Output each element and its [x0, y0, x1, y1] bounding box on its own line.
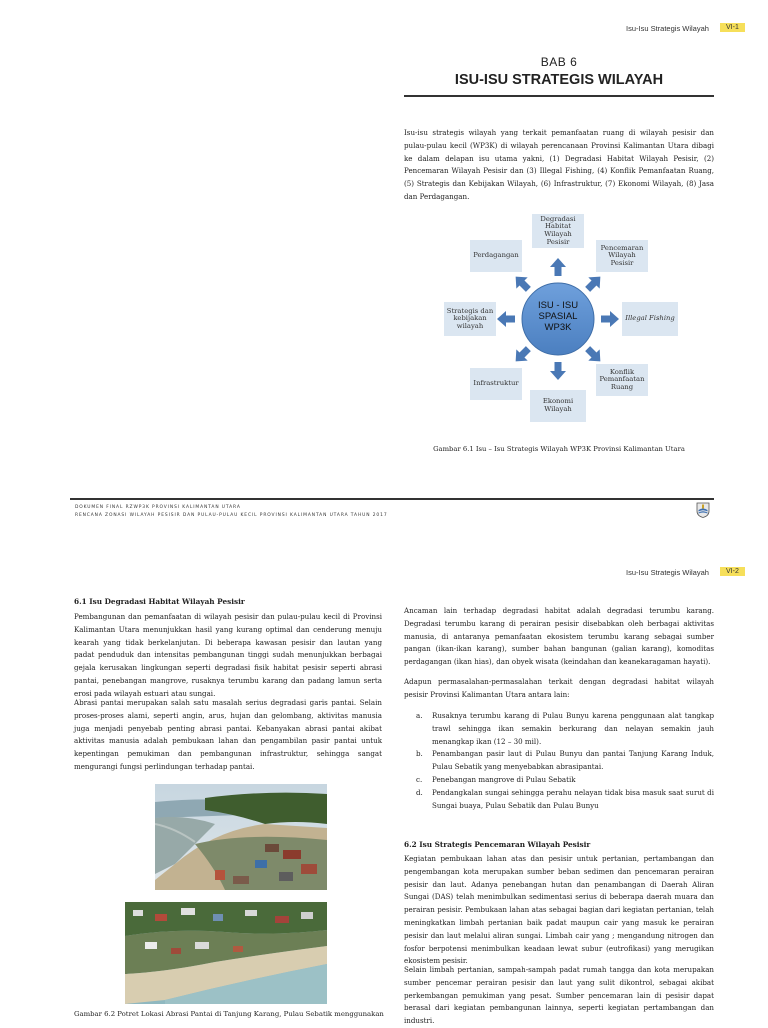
page2-number-badge: VI-2	[720, 567, 745, 576]
footer-rule	[70, 498, 714, 500]
node-ekonomi: Ekonomi Wilayah	[530, 390, 586, 422]
list-item	[404, 774, 714, 787]
node-pencemaran: Pencemaran Wilayah Pesisir	[596, 240, 648, 272]
arrow-up	[550, 258, 566, 276]
chapter-label: BAB 6	[540, 55, 578, 69]
list-item	[404, 748, 714, 774]
list-item	[404, 787, 714, 813]
page-number-badge: VI-1	[720, 23, 745, 32]
right-paragraph-2: Adapun permasalahan-permasalahan terkait dengan degradasi habitat wilayah pesisir Provinsi Kalimantan Utara antara lain:	[404, 677, 714, 699]
list-marker: a.	[416, 711, 423, 720]
province-logo-icon	[696, 502, 710, 518]
abrasion-photo-1	[155, 784, 327, 890]
list-text: Penebangan mangrove di Pulau Sebatik	[432, 774, 576, 784]
footer-line-2: RENCANA ZONASI WILAYAH PESISIR DAN PULAU-PULAU KECIL PROVINSI KALIMANTAN UTARA TAHUN 2017	[75, 513, 388, 518]
intro-paragraph: Isu-isu strategis wilayah yang terkait pemanfaatan ruang di wilayah pesisir dan pulau-pulau kecil (WP3K) di wilayah perencanaan Provinsi Kalimantan Utara dibagi ke dalam delapan isu utama yakni, (1) Degradasi Habitat Wilayah Pesisir, (2) Pencemaran Wilayah Pesisir dan (3) Illegal Fishing, (4) Konflik Pemanfaatan Ruang, (5) Strategis dan Kebijakan Wilayah, (6) Infrastruktur, (7) Ekonomi Wilayah, (8) Jasa dan Perdagangan.	[404, 128, 714, 201]
strategic-issues-diagram	[440, 210, 680, 432]
section-6-2-paragraph-1: Kegiatan pembukaan lahan atas dan pesisir untuk pertanian, pertambangan dan pengembangan kota merupakan sumber beban sedimen dan pencemaran perairan pesisir dan laut. Adanya penebangan hutan dan penambangan di Daerah Aliran Sungai (DAS) telah menimbulkan sedimentasi serius di beberapa daerah muara dan perairan pesisir. Pembukaan lahan atas sebagai bagian dari kegiatan pertanian, telah meningkatkan limbah pertanian baik padat maupun cair yang masuk ke perairan pesisir dan laut melalui aliran sungai. Limbah cair yang ; mengandung nitrogen dan fosfor berpotensi menimbulkan keadaan lewat subur (eutrofikasi) yang merugikan ekosistem pesisir.	[404, 854, 714, 966]
list-text: Pendangkalan sungai sehingga perahu nelayan tidak bisa masuk saat surut di Sungai buaya, Pulau Sebatik dan Pulau Bunyu	[432, 787, 714, 810]
section-6-1-paragraph-2: Abrasi pantai merupakan salah satu masalah serius degradasi garis pantai. Selain proses-proses alami, seperti angin, arus, hujan dan gelombang, aktivitas manusia juga menjadi penyebab penting abrasi pantai. Kebanyakan abrasi pantai akibat aktivitas manusia adalah pembukaan lahan dan pengambilan pasir pantai untuk kepentingan pemukiman dan pembangunan infrastruktur, sehingga sangat mengurangi fungsi perlindungan terhadap pantai.	[74, 698, 382, 771]
list-marker: b.	[416, 749, 423, 759]
list-item	[404, 710, 714, 748]
footer-line-1: DOKUMEN FINAL RZWP3K PROVINSI KALIMANTAN UTARA	[75, 505, 241, 510]
node-konflik: Konflik Pemanfaatan Ruang	[596, 364, 648, 396]
arrow-left	[497, 311, 515, 327]
list-marker: d.	[416, 787, 423, 797]
title-rule	[404, 95, 714, 97]
node-infrastruktur: Infrastruktur	[470, 368, 522, 400]
center-label-line1: ISU - ISU	[537, 300, 579, 311]
arrow-down-left	[510, 343, 534, 367]
list-text: Penambangan pasir laut di Pulau Bunyu dan pantai Tanjung Karang Induk, Pulau Sebatik yang menyebabkan abrasipantai.	[432, 749, 714, 772]
degradation-issues-list	[404, 710, 714, 812]
page-separator	[0, 540, 768, 554]
section-6-1-heading: 6.1 Isu Degradasi Habitat Wilayah Pesisir	[74, 597, 245, 606]
center-label	[522, 300, 594, 333]
figure-6-2-caption: Gambar 6.2 Potret Lokasi Abrasi Pantai di Tanjung Karang, Pulau Sebatik menggunakan	[74, 1010, 384, 1018]
arrow-up-right	[582, 271, 606, 295]
figure-6-1-caption: Gambar 6.1 Isu – Isu Strategis Wilayah WP3K Provinsi Kalimantan Utara	[433, 445, 685, 453]
page2-header-text: Isu-Isu Strategis Wilayah	[626, 568, 709, 577]
arrow-right	[601, 311, 619, 327]
right-paragraph-1: Ancaman lain terhadap degradasi habitat adalah degradasi terumbu karang. Degradasi terumbu karang di perairan pesisir disebabkan oleh berbagai aktivitas manusia, di antaranya pemanfaatan ekosistem terumbu karang sebagai sumber pangan (ikan-ikan karang), sumber bahan bangunan (galian karang), komoditas perdagangan (ikan hias), dan obyek wisata (keindahan dan keanekaragaman hayati).	[404, 606, 714, 667]
section-6-2-heading: 6.2 Isu Strategis Pencemaran Wilayah Pesisir	[404, 840, 591, 849]
node-strategis: Strategis dan kebijakan wilayah	[444, 302, 496, 336]
list-marker: c.	[416, 774, 423, 784]
node-perdagangan: Perdagangan	[470, 240, 522, 272]
arrow-up-left	[510, 271, 534, 295]
list-text: Rusaknya terumbu karang di Pulau Bunyu karena penggunaan alat tangkap trawl sehingga ikan semakin berkurang dan nelayan semakin jauh menangkap ikan (12 – 30 mil).	[432, 711, 714, 746]
page-header-text: Isu-Isu Strategis Wilayah	[626, 24, 709, 33]
center-label-line2: SPASIAL	[538, 311, 578, 322]
section-6-2-paragraph-2: Selain limbah pertanian, sampah-sampah padat rumah tangga dan kota merupakan sumber pencemar perairan pesisir dan laut yang sulit dikontrol, sebagai akibat perkembangan pemukiman yang pesat. Sumber pencemaran lain di pesisir dapat berasal dari kegiatan pembangunan lainnya, seperti kegiatan pertambangan dan industri.	[404, 965, 714, 1026]
node-degradasi: Degradasi Habitat Wilayah Pesisir	[532, 214, 584, 248]
center-label-line3: WP3K	[544, 322, 572, 333]
abrasion-photo-2	[125, 902, 327, 1004]
section-6-1-paragraph-1: Pembangunan dan pemanfaatan di wilayah pesisir dan pulau-pulau kecil di Provinsi Kalimantan Utara menunjukkan hasil yang kurang optimal dan cenderung menuju kearah yang tidak berkelanjutan. Di beberapa kawasan pesisir dan lautan yang padat penduduk dan intensitas pembangunan tinggi sudah menunjukkan berbagai gejala kerusakan lingkungan seperti degradasi fisik habitat pesisir seperti abrasi pantai, penebangan mangrove, rusaknya terumbu karang dan padang lamun serta erosi pada wilayah estuari atau sungai.	[74, 612, 382, 698]
node-illegal-fishing: Illegal Fishing	[622, 302, 678, 336]
chapter-title: ISU-ISU STRATEGIS WILAYAH	[454, 72, 664, 88]
arrow-down	[550, 362, 566, 380]
